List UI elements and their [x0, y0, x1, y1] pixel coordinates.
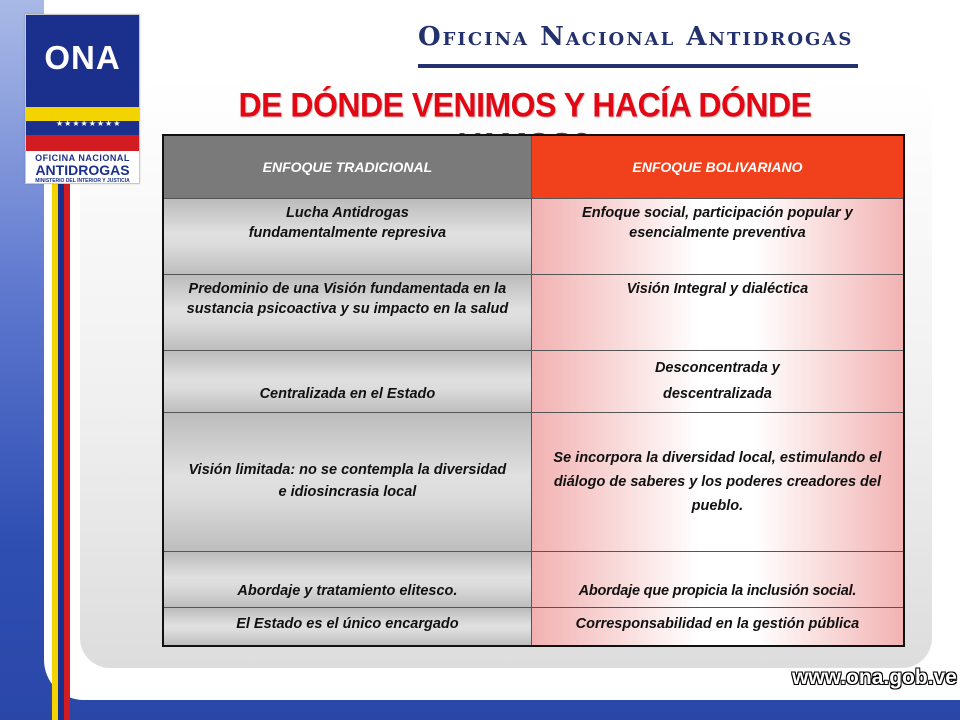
table-row — [163, 199, 904, 275]
table-cell-left: Centralizada en el Estado — [163, 351, 531, 413]
table-row — [163, 552, 904, 608]
logo-stars-icon: ★★★★★★★★ — [56, 119, 122, 128]
slide-title: DE DÓNDE VENIMOS Y HACÍA DÓNDE — [238, 85, 812, 124]
organization-name: Oficina Nacional Antidrogas — [418, 22, 854, 52]
organization-underline — [418, 64, 858, 68]
comparison-table — [162, 134, 905, 647]
table-cell-left: Abordaje y tratamiento elitesco. — [163, 552, 531, 608]
table-cell-left: Visión limitada: no se contempla la diversidad e idiosincrasia local — [163, 413, 531, 552]
table-cell-right: Corresponsabilidad en la gestión pública — [531, 608, 904, 646]
table-row — [163, 608, 904, 646]
table-cell-left: Lucha Antidrogas fundamentalmente represiva — [163, 199, 531, 275]
table-cell-right: Enfoque social, participación popular y esencialmente preventiva — [531, 199, 904, 275]
table-row — [163, 351, 904, 413]
table-cell-right: Visión Integral y dialéctica — [531, 275, 904, 351]
logo-line2: ANTIDROGAS — [35, 162, 130, 178]
logo-flag-band — [26, 107, 139, 151]
table-cell-right: Abordaje que propicia la inclusión social. — [531, 552, 904, 608]
table-cell-right: Desconcentrada y descentralizada — [531, 351, 904, 413]
table-header-row — [163, 135, 904, 199]
ona-logo — [25, 14, 140, 184]
table-row — [163, 275, 904, 351]
logo-line1: OFICINA NACIONAL — [35, 153, 130, 163]
table-cell-left: El Estado es el único encargado — [163, 608, 531, 646]
header-bolivarian: ENFOQUE BOLIVARIANO — [531, 135, 904, 199]
logo-abbr: ONA — [44, 39, 121, 76]
flag-stripe-red — [64, 178, 70, 720]
table-cell-left: Predominio de una Visión fundamentada en la sustancia psicoactiva y su impacto en la salud — [163, 275, 531, 351]
logo-line3: MINISTERIO DEL INTERIOR Y JUSTICIA — [35, 178, 130, 184]
header-traditional: ENFOQUE TRADICIONAL — [163, 135, 531, 199]
table-row — [163, 413, 904, 552]
website-url: www.ona.gob.ve — [792, 666, 957, 689]
table-cell-right: Se incorpora la diversidad local, estimulando el diálogo de saberes y los poderes creadores del pueblo. — [531, 413, 904, 552]
